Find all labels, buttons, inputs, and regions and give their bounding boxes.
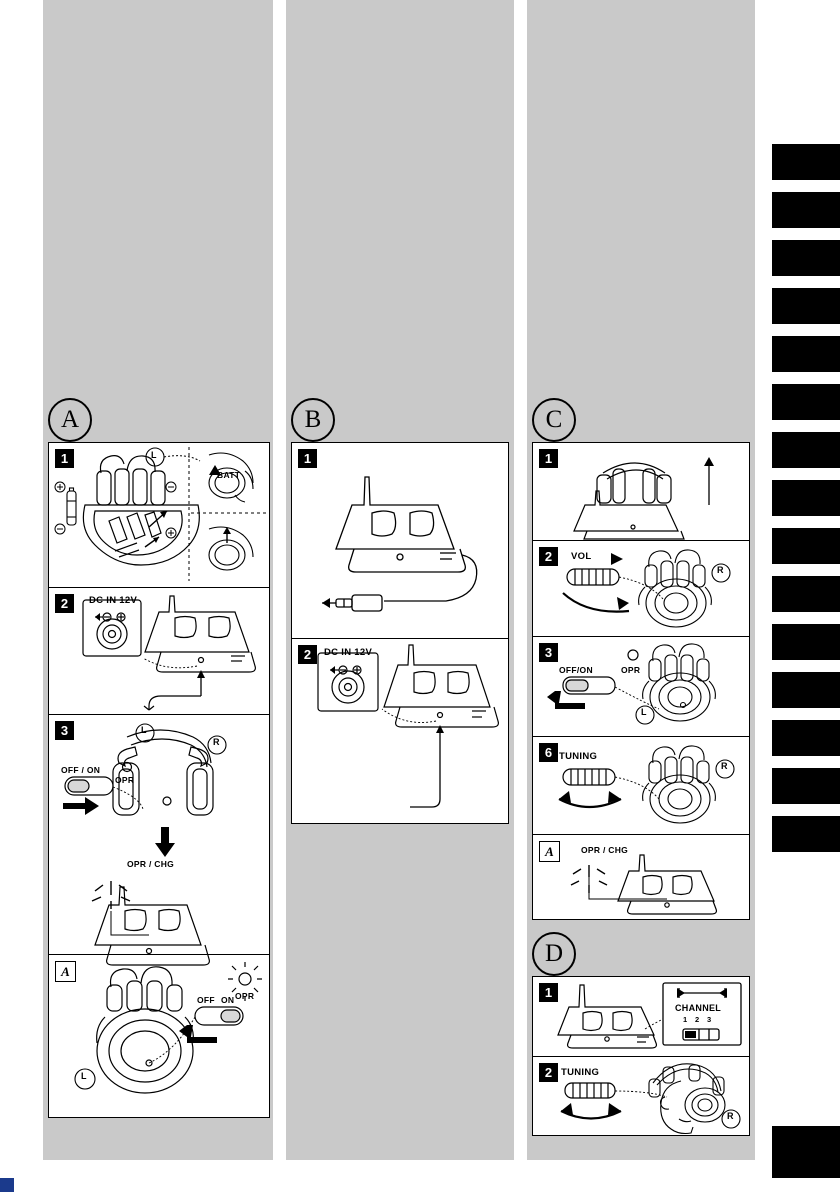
index-tab-15 xyxy=(772,816,840,852)
index-tab-1 xyxy=(772,144,840,180)
section-c-step-6 xyxy=(533,737,749,835)
step-a-note-illustration xyxy=(49,955,271,1117)
batt-label: BATT xyxy=(217,470,241,480)
left-channel-label: L xyxy=(151,450,157,460)
step-number-badge: 2 xyxy=(298,645,317,664)
section-b-panel xyxy=(291,442,509,824)
index-tab-7 xyxy=(772,432,840,468)
off-on-label: OFF/ON xyxy=(559,665,593,675)
section-c-step-a xyxy=(533,835,749,921)
index-tab-4 xyxy=(772,288,840,324)
section-a-panel xyxy=(48,442,270,1118)
section-a-step-a xyxy=(49,955,269,1119)
index-tab-13 xyxy=(772,720,840,756)
tuning-label: TUNING xyxy=(559,751,598,762)
dc-in-label: DC IN 12V xyxy=(324,647,373,658)
step-c1-illustration xyxy=(533,443,751,539)
step-d1-illustration xyxy=(533,977,751,1055)
step-a1-illustration xyxy=(49,443,271,586)
channel-2-label: 2 xyxy=(695,1015,700,1024)
section-a-step-2 xyxy=(49,588,269,715)
step-number-badge: 2 xyxy=(539,547,558,566)
right-channel-label: R xyxy=(213,737,220,747)
channel-1-label: 1 xyxy=(683,1015,688,1024)
section-c-step-3 xyxy=(533,637,749,737)
step-a2-illustration xyxy=(49,588,271,713)
vol-label: VOL xyxy=(571,551,592,562)
index-tab-12 xyxy=(772,672,840,708)
right-channel-label: R xyxy=(721,761,728,771)
step-number-badge: 2 xyxy=(55,594,74,613)
section-b-step-1 xyxy=(292,443,508,639)
right-channel-label: R xyxy=(727,1111,734,1121)
section-a-step-3 xyxy=(49,715,269,955)
step-number-badge: 3 xyxy=(55,721,74,740)
registration-mark xyxy=(0,1178,14,1192)
opr-chg-label: OPR / CHG xyxy=(127,859,175,869)
right-channel-label: R xyxy=(717,565,724,575)
section-c-step-1 xyxy=(533,443,749,541)
tuning-label: TUNING xyxy=(561,1067,600,1078)
channel-3-label: 3 xyxy=(707,1015,712,1024)
step-number-badge: 6 xyxy=(539,743,558,762)
index-tab-bottom xyxy=(772,1126,840,1178)
step-number-badge: A xyxy=(539,841,560,862)
step-number-badge: 1 xyxy=(55,449,74,468)
step-b1-illustration xyxy=(292,443,510,637)
index-tab-10 xyxy=(772,576,840,612)
section-letter-a: A xyxy=(48,398,92,442)
section-letter-d: D xyxy=(532,932,576,976)
index-tab-6 xyxy=(772,384,840,420)
opr-label: OPR xyxy=(235,991,255,1001)
section-c-step-2 xyxy=(533,541,749,637)
section-a-step-1 xyxy=(49,443,269,588)
section-d-step-2 xyxy=(533,1057,749,1137)
index-tab-14 xyxy=(772,768,840,804)
index-tab-9 xyxy=(772,528,840,564)
channel-label: CHANNEL xyxy=(675,1003,722,1013)
section-letter-c: C xyxy=(532,398,576,442)
index-tab-11 xyxy=(772,624,840,660)
step-number-badge: A xyxy=(55,961,76,982)
step-number-badge: 3 xyxy=(539,643,558,662)
opr-label: OPR xyxy=(115,775,135,785)
on-label: ON xyxy=(221,995,235,1005)
opr-chg-label: OPR / CHG xyxy=(581,845,629,855)
step-number-badge: 2 xyxy=(539,1063,558,1082)
step-number-badge: 1 xyxy=(539,449,558,468)
step-number-badge: 1 xyxy=(539,983,558,1002)
opr-label: OPR xyxy=(621,665,641,675)
step-c2-illustration xyxy=(533,541,751,635)
index-tab-2 xyxy=(772,192,840,228)
index-tab-8 xyxy=(772,480,840,516)
index-tab-5 xyxy=(772,336,840,372)
left-channel-label: L xyxy=(641,707,647,717)
index-tab-3 xyxy=(772,240,840,276)
step-c-note-illustration xyxy=(533,835,751,919)
section-letter-b: B xyxy=(291,398,335,442)
step-b2-illustration xyxy=(292,639,510,823)
step-a3-illustration xyxy=(49,715,271,953)
section-b-step-2 xyxy=(292,639,508,825)
off-label: OFF xyxy=(197,995,215,1005)
step-c3-illustration xyxy=(533,637,751,735)
step-number-badge: 1 xyxy=(298,449,317,468)
left-channel-label: L xyxy=(81,1071,87,1081)
left-channel-label: L xyxy=(141,725,147,735)
section-d-panel xyxy=(532,976,750,1136)
section-d-step-1 xyxy=(533,977,749,1057)
dc-in-label: DC IN 12V xyxy=(89,595,138,606)
off-on-label: OFF / ON xyxy=(61,765,101,775)
section-c-panel xyxy=(532,442,750,920)
